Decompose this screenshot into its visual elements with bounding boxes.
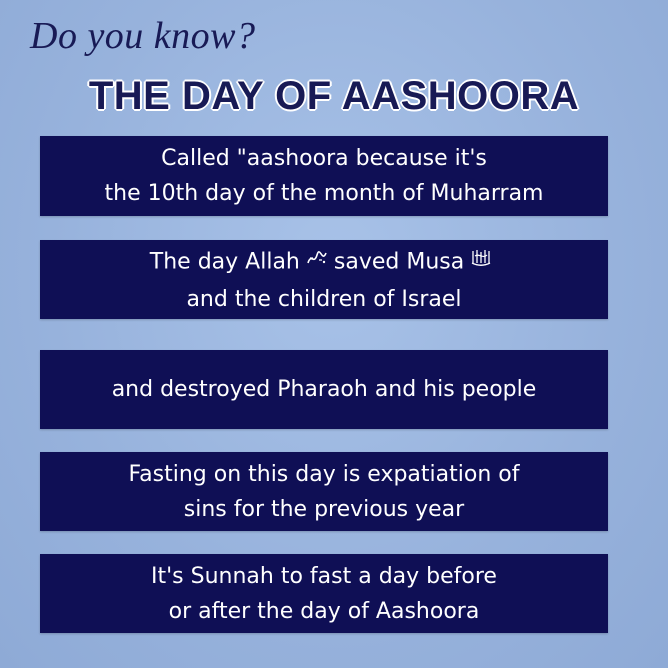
fact-card-1 — [40, 136, 608, 216]
fact-card-text — [151, 559, 497, 629]
fact-line: Called "aashoora because it's — [161, 146, 487, 171]
honorific-calligraphy-icon — [470, 243, 492, 278]
page-title: THE DAY OF AASHOORA — [88, 74, 580, 118]
fact-card-text — [150, 243, 498, 317]
fact-line-part: saved Musa — [333, 249, 465, 274]
fact-card-2 — [40, 240, 608, 319]
fact-card-3 — [40, 350, 608, 429]
fact-line: or after the day of Aashoora — [168, 598, 480, 624]
fact-card-text — [112, 372, 537, 407]
fact-line: the 10th day of the month of Muharram — [104, 181, 544, 206]
fact-card-text — [129, 457, 520, 527]
fact-line: sins for the previous year — [183, 496, 465, 522]
fact-card-4 — [40, 452, 608, 531]
fact-line — [150, 243, 498, 282]
fact-line-part: The day Allah — [149, 249, 300, 274]
fact-card-text — [105, 141, 544, 211]
honorific-calligraphy-icon — [306, 243, 328, 278]
fact-card-5 — [40, 554, 608, 633]
fact-line: It's Sunnah to fast a day before — [151, 563, 497, 589]
fact-line: and the children of Israel — [186, 286, 462, 312]
subtitle: Do you know? — [30, 15, 256, 57]
fact-line: and destroyed Pharaoh and his people — [111, 377, 537, 402]
fact-line: Fasting on this day is expatiation of — [128, 461, 520, 487]
